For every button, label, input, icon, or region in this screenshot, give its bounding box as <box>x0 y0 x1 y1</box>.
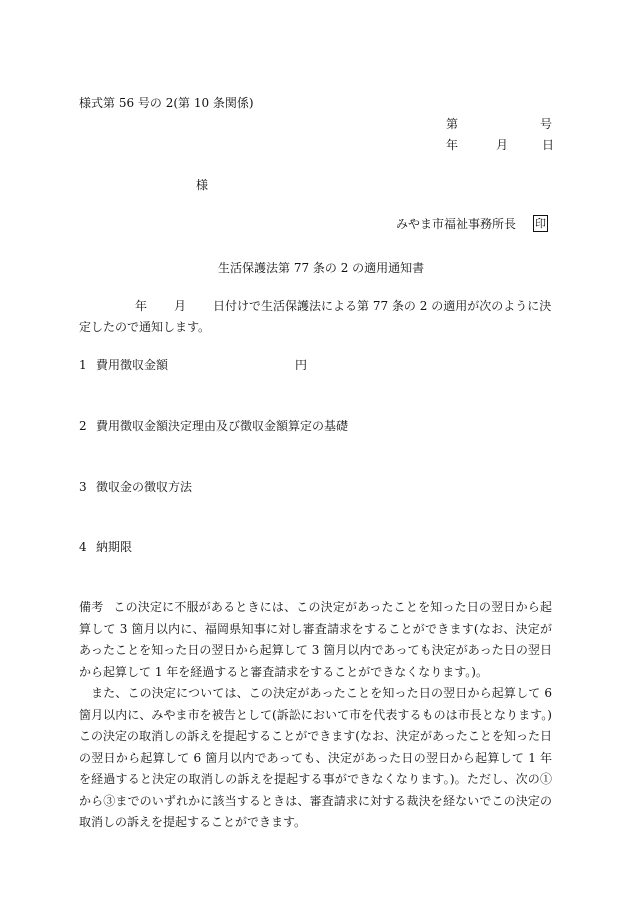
item-label: 費用徴収金額決定理由及び徴収金額算定の基礎 <box>96 419 349 433</box>
remarks-section <box>79 597 552 834</box>
item-number: 4 <box>79 540 87 554</box>
date-month-label: 月 <box>496 138 509 152</box>
issuer-name: みやま市福祉事務所長 <box>396 217 517 231</box>
date-day-label: 日 <box>542 138 555 152</box>
item-collection-method <box>79 481 192 493</box>
amount-unit-yen: 円 <box>295 358 308 372</box>
addressee-honorific: 様 <box>196 178 209 192</box>
item-label: 徴収金の徴収方法 <box>96 480 193 494</box>
item-label: 費用徴収金額 <box>96 358 169 372</box>
body-year-label: 年 <box>135 299 148 313</box>
item-fee-amount <box>79 358 308 372</box>
seal-mark: 印 <box>535 217 546 230</box>
body-paragraph <box>79 296 552 338</box>
body-text: 日付けで生活保護法による第 77 条の 2 の適用が次のように決定したので通知します。 <box>79 299 552 334</box>
body-month-label: 月 <box>174 299 187 313</box>
remarks-text-1: この決定に不服があるときには、この決定があったことを知った日の翌日から起算して 3 箇月以内に、福岡県知事に対し審査請求をすることができます(なお、決定があったことを知った日の翌日から起算して 3 箇月以内であっても決定があった日の翌日から起算して 1 年を経過すると審査請求をすることができなくなります。)。 <box>79 600 552 679</box>
document-number-suffix: 号 <box>540 117 553 131</box>
item-number: 1 <box>79 358 87 372</box>
document-title: 生活保護法第 77 条の 2 の適用通知書 <box>218 261 425 275</box>
remarks-heading: 備考 <box>79 600 104 614</box>
item-fee-basis <box>79 420 348 432</box>
item-number: 2 <box>79 419 87 433</box>
item-number: 3 <box>79 480 87 494</box>
form-number: 様式第 56 号の 2(第 10 条関係) <box>79 96 254 110</box>
item-payment-deadline <box>79 541 132 553</box>
date-line <box>446 139 554 151</box>
date-year-label: 年 <box>446 138 459 152</box>
remarks-paragraph-2: また、この決定については、この決定があったことを知った日の翌日から起算して 6 箇月以内に、みやま市を被告として(訴訟において市を代表するものは市長となります。)この決定の取消しの訴えを提起することができます(なお、決定があったことを知った日の翌日から起算して 6 箇月以内であっても、決定があった日の翌日から起算して 1 年を経過すると決定の取消しの訴えを提起する事ができなくなります。)。ただし、次の①から③までのいずれかに該当するときは、審査請求に対する裁決を経ないでこの決定の取消しの訴えを提起することができます。 <box>79 686 552 829</box>
item-label: 納期限 <box>96 540 133 554</box>
remarks-paragraph-1 <box>79 597 552 683</box>
document-number-prefix: 第 <box>446 117 459 131</box>
